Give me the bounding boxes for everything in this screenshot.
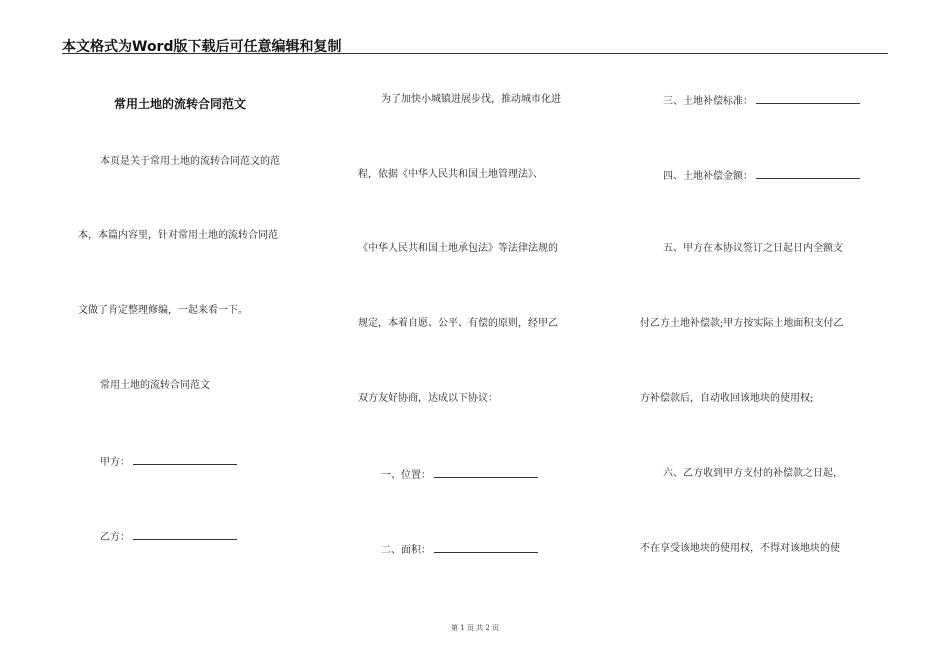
download-banner: 本文格式为Word版下载后可任意编辑和复制 — [62, 39, 342, 55]
intro-line-1: 本页是关于常用土地的流转合同范文的范 — [100, 156, 280, 167]
clause-amount-row — [663, 169, 860, 183]
party-b-row — [100, 530, 237, 544]
clause-six-line-2: 不在享受该地块的使用权，不得对该地块的使 — [640, 543, 840, 554]
party-a-blank — [133, 455, 237, 465]
header-divider — [62, 53, 888, 54]
clause-standard-blank — [756, 94, 860, 104]
clause-location-blank — [434, 468, 538, 478]
clause-area-row — [381, 543, 538, 557]
intro-line-3: 文做了肯定整理修编，一起来看一下。 — [78, 305, 248, 316]
clause-area-label: 二、面积： — [381, 545, 431, 556]
clause-amount-label: 四、土地补偿金额： — [663, 171, 753, 182]
clause-area-blank — [434, 543, 538, 553]
preamble-line-1: 为了加快小城镇进展步伐，推动城市化进 — [381, 94, 561, 105]
intro-line-2: 本，本篇内容里，针对常用土地的流转合同范 — [78, 230, 278, 241]
party-a-row — [100, 455, 237, 469]
clause-six-line-1: 六、乙方收到甲方支付的补偿款之日起， — [663, 468, 843, 479]
clause-standard-row — [663, 94, 860, 108]
preamble-line-3: 《中华人民共和国土地承包法》等法律法规的 — [358, 243, 558, 254]
section-subtitle: 常用土地的流转合同范文 — [100, 380, 210, 391]
clause-amount-blank — [756, 169, 860, 179]
preamble-line-5: 双方友好协商，达成以下协议： — [358, 393, 498, 404]
party-b-blank — [133, 530, 237, 540]
party-b-label: 乙方： — [100, 532, 130, 543]
clause-standard-label: 三、土地补偿标准： — [663, 96, 753, 107]
clause-location-row — [381, 468, 538, 482]
clause-location-label: 一、位置： — [381, 470, 431, 481]
document-title: 常用土地的流转合同范文 — [114, 97, 247, 111]
party-a-label: 甲方： — [100, 457, 130, 468]
preamble-line-4: 规定，本着自愿、公平、有偿的原则，经甲乙 — [358, 318, 558, 329]
clause-five-line-3: 方补偿款后，自动收回该地块的使用权; — [640, 393, 814, 404]
clause-five-line-1: 五、甲方在本协议签订之日起日内全额支 — [663, 243, 843, 254]
preamble-line-2: 程，依据《中华人民共和国土地管理法》、 — [358, 169, 543, 180]
page-indicator: 第 1 页 共 2 页 — [450, 624, 500, 632]
clause-five-line-2: 付乙方土地补偿款;甲方按实际土地面积支付乙 — [640, 318, 844, 329]
